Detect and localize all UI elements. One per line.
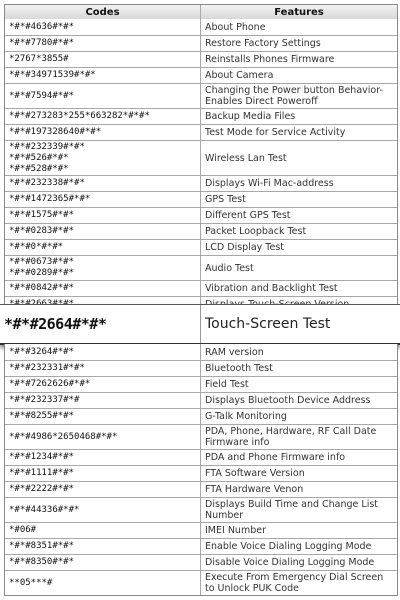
feature-text: Number <box>205 510 244 521</box>
feature-cell <box>201 224 397 239</box>
overlay-feature: Touch-Screen Test <box>200 305 400 343</box>
code-text: *#*#0842#*#* <box>9 283 75 293</box>
feature-cell <box>201 498 397 522</box>
feature-text: Disable Voice Dialing Logging Mode <box>205 557 375 568</box>
feature-cell <box>201 466 397 481</box>
code-text: *#*#528#*#* <box>9 163 69 174</box>
code-cell <box>5 425 201 449</box>
feature-text: Backup Media Files <box>205 111 296 122</box>
feature-text: IMEI Number <box>205 525 266 536</box>
code-cell <box>5 52 201 67</box>
code-text: *#*#0673#*#* <box>9 257 75 267</box>
code-cell <box>5 377 201 392</box>
feature-text: About Camera <box>205 70 274 81</box>
feature-text: Vibration and Backlight Test <box>205 283 338 294</box>
code-text: *#*#4636#*#* <box>9 21 75 32</box>
table-body-top <box>5 19 397 312</box>
feature-cell <box>201 36 397 51</box>
feature-cell <box>201 409 397 424</box>
feature-text: to Unlock PUK Code <box>205 583 299 594</box>
feature-cell <box>201 523 397 538</box>
code-text: *#*#232338#*#* <box>9 178 85 188</box>
table-row <box>5 191 397 207</box>
code-text: *#*#8255#*#* <box>9 411 75 421</box>
code-text: *#*#7262626#*#* <box>9 379 91 389</box>
feature-text: Test Mode for Service Activity <box>205 127 346 138</box>
code-cell <box>5 19 201 35</box>
table-row <box>5 538 397 554</box>
code-cell <box>5 176 201 191</box>
code-text: **05***# <box>9 577 53 588</box>
feature-text: Displays Wi-Fi Mac-address <box>205 178 334 189</box>
feature-text: Restore Factory Settings <box>205 38 321 49</box>
feature-text: Packet Loopback Test <box>205 226 307 237</box>
table-row <box>5 207 397 223</box>
table-body-bottom <box>5 344 397 595</box>
feature-cell <box>201 393 397 408</box>
feature-text: About Phone <box>205 21 266 33</box>
code-cell <box>5 466 201 481</box>
code-text: *#*#1111#*#* <box>9 468 75 478</box>
table-row <box>5 223 397 239</box>
code-text: *#*#34971539#*#* <box>9 70 96 80</box>
feature-cell <box>201 109 397 124</box>
feature-text: PDA, Phone, Hardware, RF Call Date <box>205 426 377 437</box>
codes-table-top <box>4 4 398 313</box>
code-cell <box>5 482 201 497</box>
feature-cell <box>201 425 397 449</box>
feature-text: FTA Hardware Venon <box>205 484 304 495</box>
table-row <box>5 280 397 296</box>
code-text: *#*#526#*#* <box>9 152 69 163</box>
code-cell <box>5 208 201 223</box>
code-cell <box>5 84 201 108</box>
feature-cell <box>201 377 397 392</box>
table-row <box>5 408 397 424</box>
feature-text: Execute From Emergency Dial Screen <box>205 572 384 583</box>
feature-cell <box>201 84 397 108</box>
code-cell <box>5 571 201 595</box>
code-text: *#*#1234#*#* <box>9 452 75 462</box>
table-row <box>5 376 397 392</box>
feature-text: LCD Display Test <box>205 242 285 253</box>
table-row <box>5 449 397 465</box>
code-text: *#*#0289#*#* <box>9 268 75 278</box>
code-text: *2767*3855# <box>9 54 69 64</box>
feature-cell <box>201 240 397 255</box>
table-row <box>5 51 397 67</box>
code-text: *#*#8350#*#* <box>9 557 75 567</box>
feature-cell <box>201 208 397 223</box>
table-row <box>5 83 397 108</box>
header-features: Features <box>274 6 324 18</box>
code-cell <box>5 109 201 124</box>
code-text: *#*#232331#*#* <box>9 363 85 373</box>
code-text: *#*#1575#*#* <box>9 210 75 220</box>
table-row <box>5 481 397 497</box>
feature-text: G-Talk Monitoring <box>205 411 287 422</box>
table-row <box>5 255 397 280</box>
table-row <box>5 360 397 376</box>
feature-text: Different GPS Test <box>205 210 291 221</box>
code-cell <box>5 361 201 376</box>
feature-text: Reinstalls Phones Firmware <box>205 54 335 65</box>
code-text: *#*#7780#*#* <box>9 38 75 48</box>
code-text: *#*#232337#*# <box>9 395 80 405</box>
table-row <box>5 140 397 175</box>
feature-cell <box>201 192 397 207</box>
feature-cell <box>201 19 397 35</box>
feature-text: Field Test <box>205 379 249 390</box>
table-row <box>5 554 397 570</box>
header-codes: Codes <box>5 5 201 19</box>
feature-text: Wireless Lan Test <box>205 152 287 164</box>
feature-text: Firmware info <box>205 437 270 448</box>
feature-text: GPS Test <box>205 194 246 205</box>
highlighted-row-overlay <box>0 304 400 345</box>
code-cell <box>5 224 201 239</box>
table-row <box>5 497 397 522</box>
feature-cell <box>201 281 397 296</box>
feature-text: Enables Direct Poweroff <box>205 96 318 107</box>
overlay-code: *#*#2664#*#* <box>4 315 107 333</box>
code-cell <box>5 393 201 408</box>
code-text: *#*#0283#*#* <box>9 226 75 236</box>
code-cell <box>5 125 201 140</box>
feature-cell <box>201 68 397 83</box>
code-text: *#*#8351#*#* <box>9 541 75 551</box>
code-cell <box>5 523 201 538</box>
code-text: *#*#197328640#*#* <box>9 127 102 137</box>
code-cell <box>5 68 201 83</box>
code-text: *#*#273283*255*663282*#*#* <box>9 111 150 121</box>
code-cell <box>5 344 201 360</box>
table-row <box>5 424 397 449</box>
feature-cell <box>201 450 397 465</box>
feature-text: RAM version <box>205 346 264 358</box>
code-text: *#*#1472365#*#* <box>9 194 91 204</box>
feature-cell <box>201 256 397 280</box>
codes-table-bottom <box>4 344 398 596</box>
table-row <box>5 124 397 140</box>
table-row <box>5 35 397 51</box>
feature-cell <box>201 555 397 570</box>
code-cell <box>5 498 201 522</box>
code-cell <box>5 36 201 51</box>
feature-text: PDA and Phone Firmware info <box>205 452 346 463</box>
feature-cell <box>201 571 397 595</box>
feature-text: Displays Build Time and Change List <box>205 499 379 510</box>
code-cell <box>5 539 201 554</box>
table-row <box>5 175 397 191</box>
feature-text: Audio Test <box>205 262 254 274</box>
code-cell <box>5 281 201 296</box>
table-row <box>5 570 397 595</box>
table-row <box>5 108 397 124</box>
code-text: *#*#3264#*#* <box>9 346 75 357</box>
table-row <box>5 67 397 83</box>
code-text: *#*#232339#*#* <box>9 141 85 152</box>
feature-cell <box>201 361 397 376</box>
feature-text: FTA Software Version <box>205 468 305 479</box>
code-cell <box>5 141 201 175</box>
table-row <box>5 239 397 255</box>
table-row <box>5 465 397 481</box>
code-cell <box>5 555 201 570</box>
table-row <box>5 522 397 538</box>
code-cell <box>5 409 201 424</box>
code-text: *#*#7594#*#* <box>9 90 75 101</box>
feature-text: Bluetooth Test <box>205 363 273 374</box>
code-text: *#*#2222#*#* <box>9 484 75 494</box>
feature-text: Displays Bluetooth Device Address <box>205 395 371 406</box>
code-text: *#*#4986*2650468#*#* <box>9 431 118 442</box>
code-cell <box>5 240 201 255</box>
table-header <box>5 5 397 19</box>
code-text: *#*#44336#*#* <box>9 504 80 515</box>
feature-cell <box>201 52 397 67</box>
table-row <box>5 392 397 408</box>
code-cell <box>5 192 201 207</box>
code-text: *#06# <box>9 525 37 535</box>
code-text: *#*#0*#*#* <box>9 242 64 252</box>
feature-cell <box>201 344 397 360</box>
feature-text: Changing the Power button Behavior- <box>205 85 383 96</box>
feature-cell <box>201 125 397 140</box>
table-row <box>5 344 397 360</box>
feature-cell <box>201 141 397 175</box>
code-cell <box>5 450 201 465</box>
feature-text: Enable Voice Dialing Logging Mode <box>205 541 372 552</box>
feature-cell <box>201 539 397 554</box>
code-cell <box>5 256 201 280</box>
table-row <box>5 19 397 35</box>
feature-cell <box>201 482 397 497</box>
feature-cell <box>201 176 397 191</box>
